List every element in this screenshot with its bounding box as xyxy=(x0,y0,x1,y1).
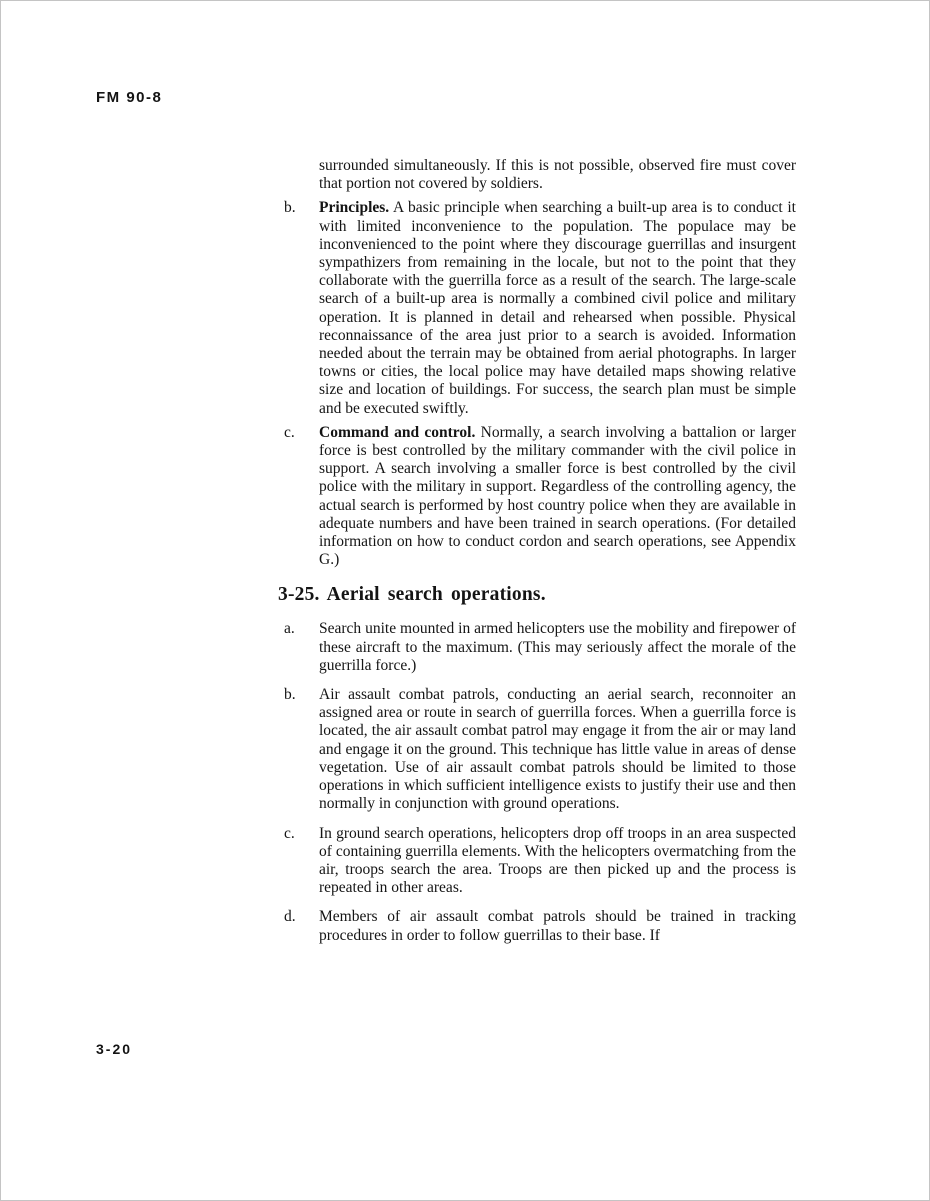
page-header-label: FM 90-8 xyxy=(96,89,163,106)
list-item-text: Search unite mounted in armed helicopters use the mobility and firepower of these aircraft to the maximum. (This may seriously affect the morale of the guerrilla force.) xyxy=(319,620,796,674)
list-item xyxy=(284,825,796,898)
list-item-body: Normally, a search involving a battalion or larger force is best controlled by the military commander with the civil police in support. A search involving a smaller force is best controlled by the civil police with the military in support. Regardless of the controlling agency, the actual search is performed by host country police when they are available in adequate numbers and have been trained in search operations. (For detailed information on how to conduct cordon and search operations, see Appendix G.) xyxy=(319,423,796,569)
list-item-text: In ground search operations, helicopters drop off troops in an area suspected of containing guerrilla elements. With the helicopters overmatching from the air, troops search the area. Troops are then picked up and the process is repeated in other areas. xyxy=(319,824,796,897)
list-item-label: c. xyxy=(284,423,295,441)
list-item-text: Members of air assault combat patrols should be trained in tracking procedures in order to follow guerrillas to their base. If xyxy=(319,908,796,944)
list-item-label: b. xyxy=(284,199,296,217)
list-item-lead: Principles. xyxy=(319,199,390,217)
list-item-label: c. xyxy=(284,824,295,842)
list-item xyxy=(284,908,796,944)
list-item xyxy=(284,199,796,417)
list-item-lead: Command and control. xyxy=(319,423,476,441)
list-item xyxy=(284,424,796,570)
page-footer-label: 3-20 xyxy=(96,1041,133,1057)
list-item-text: Air assault combat patrols, conducting an aerial search, reconnoiter an assigned area or route in search of guerrilla forces. When a guerrilla force is located, the air assault combat patrol may engage it from the air or may land and engage it on the ground. This technique has little value in areas of dense vegetation. Use of air assault combat patrols should be limited to those operations in which sufficient intelligence exists to justify their use and then normally in conjunction with ground operations. xyxy=(319,686,796,813)
list-item-label: a. xyxy=(284,620,295,638)
aerial-search-list xyxy=(284,620,796,944)
continuation-paragraph: surrounded simultaneously. If this is not possible, observed fire must cover that portion not covered by soldiers. xyxy=(319,157,796,193)
list-item-text xyxy=(319,424,796,570)
list-item-text xyxy=(319,199,796,417)
list-item-label: b. xyxy=(284,686,296,704)
list-item xyxy=(284,620,796,675)
list-item xyxy=(284,686,796,813)
section-heading: 3-25. Aerial search operations. xyxy=(278,584,546,606)
list-item-label: d. xyxy=(284,908,296,926)
cordon-search-list xyxy=(284,199,796,569)
page-content xyxy=(278,157,796,956)
list-item-body: A basic principle when searching a built-up area is to conduct it with limited inconvenience to the population. The populace may be inconvenienced to the point where they discourage guerrillas and insurgent sympathizers from remaining in the locale, but not to the point that they collaborate with the guerrilla force as a result of the search. The large-scale search of a built-up area is normally a combined civil police and military operation. It is planned in detail and rehearsed when possible. Physical reconnaissance of the area just prior to a search is avoided. Information needed about the terrain may be obtained from aerial photographs. In larger towns or cities, the local police may have detailed maps showing relative size and location of buildings. For success, the search plan must be simple and be executed swiftly. xyxy=(319,199,796,417)
